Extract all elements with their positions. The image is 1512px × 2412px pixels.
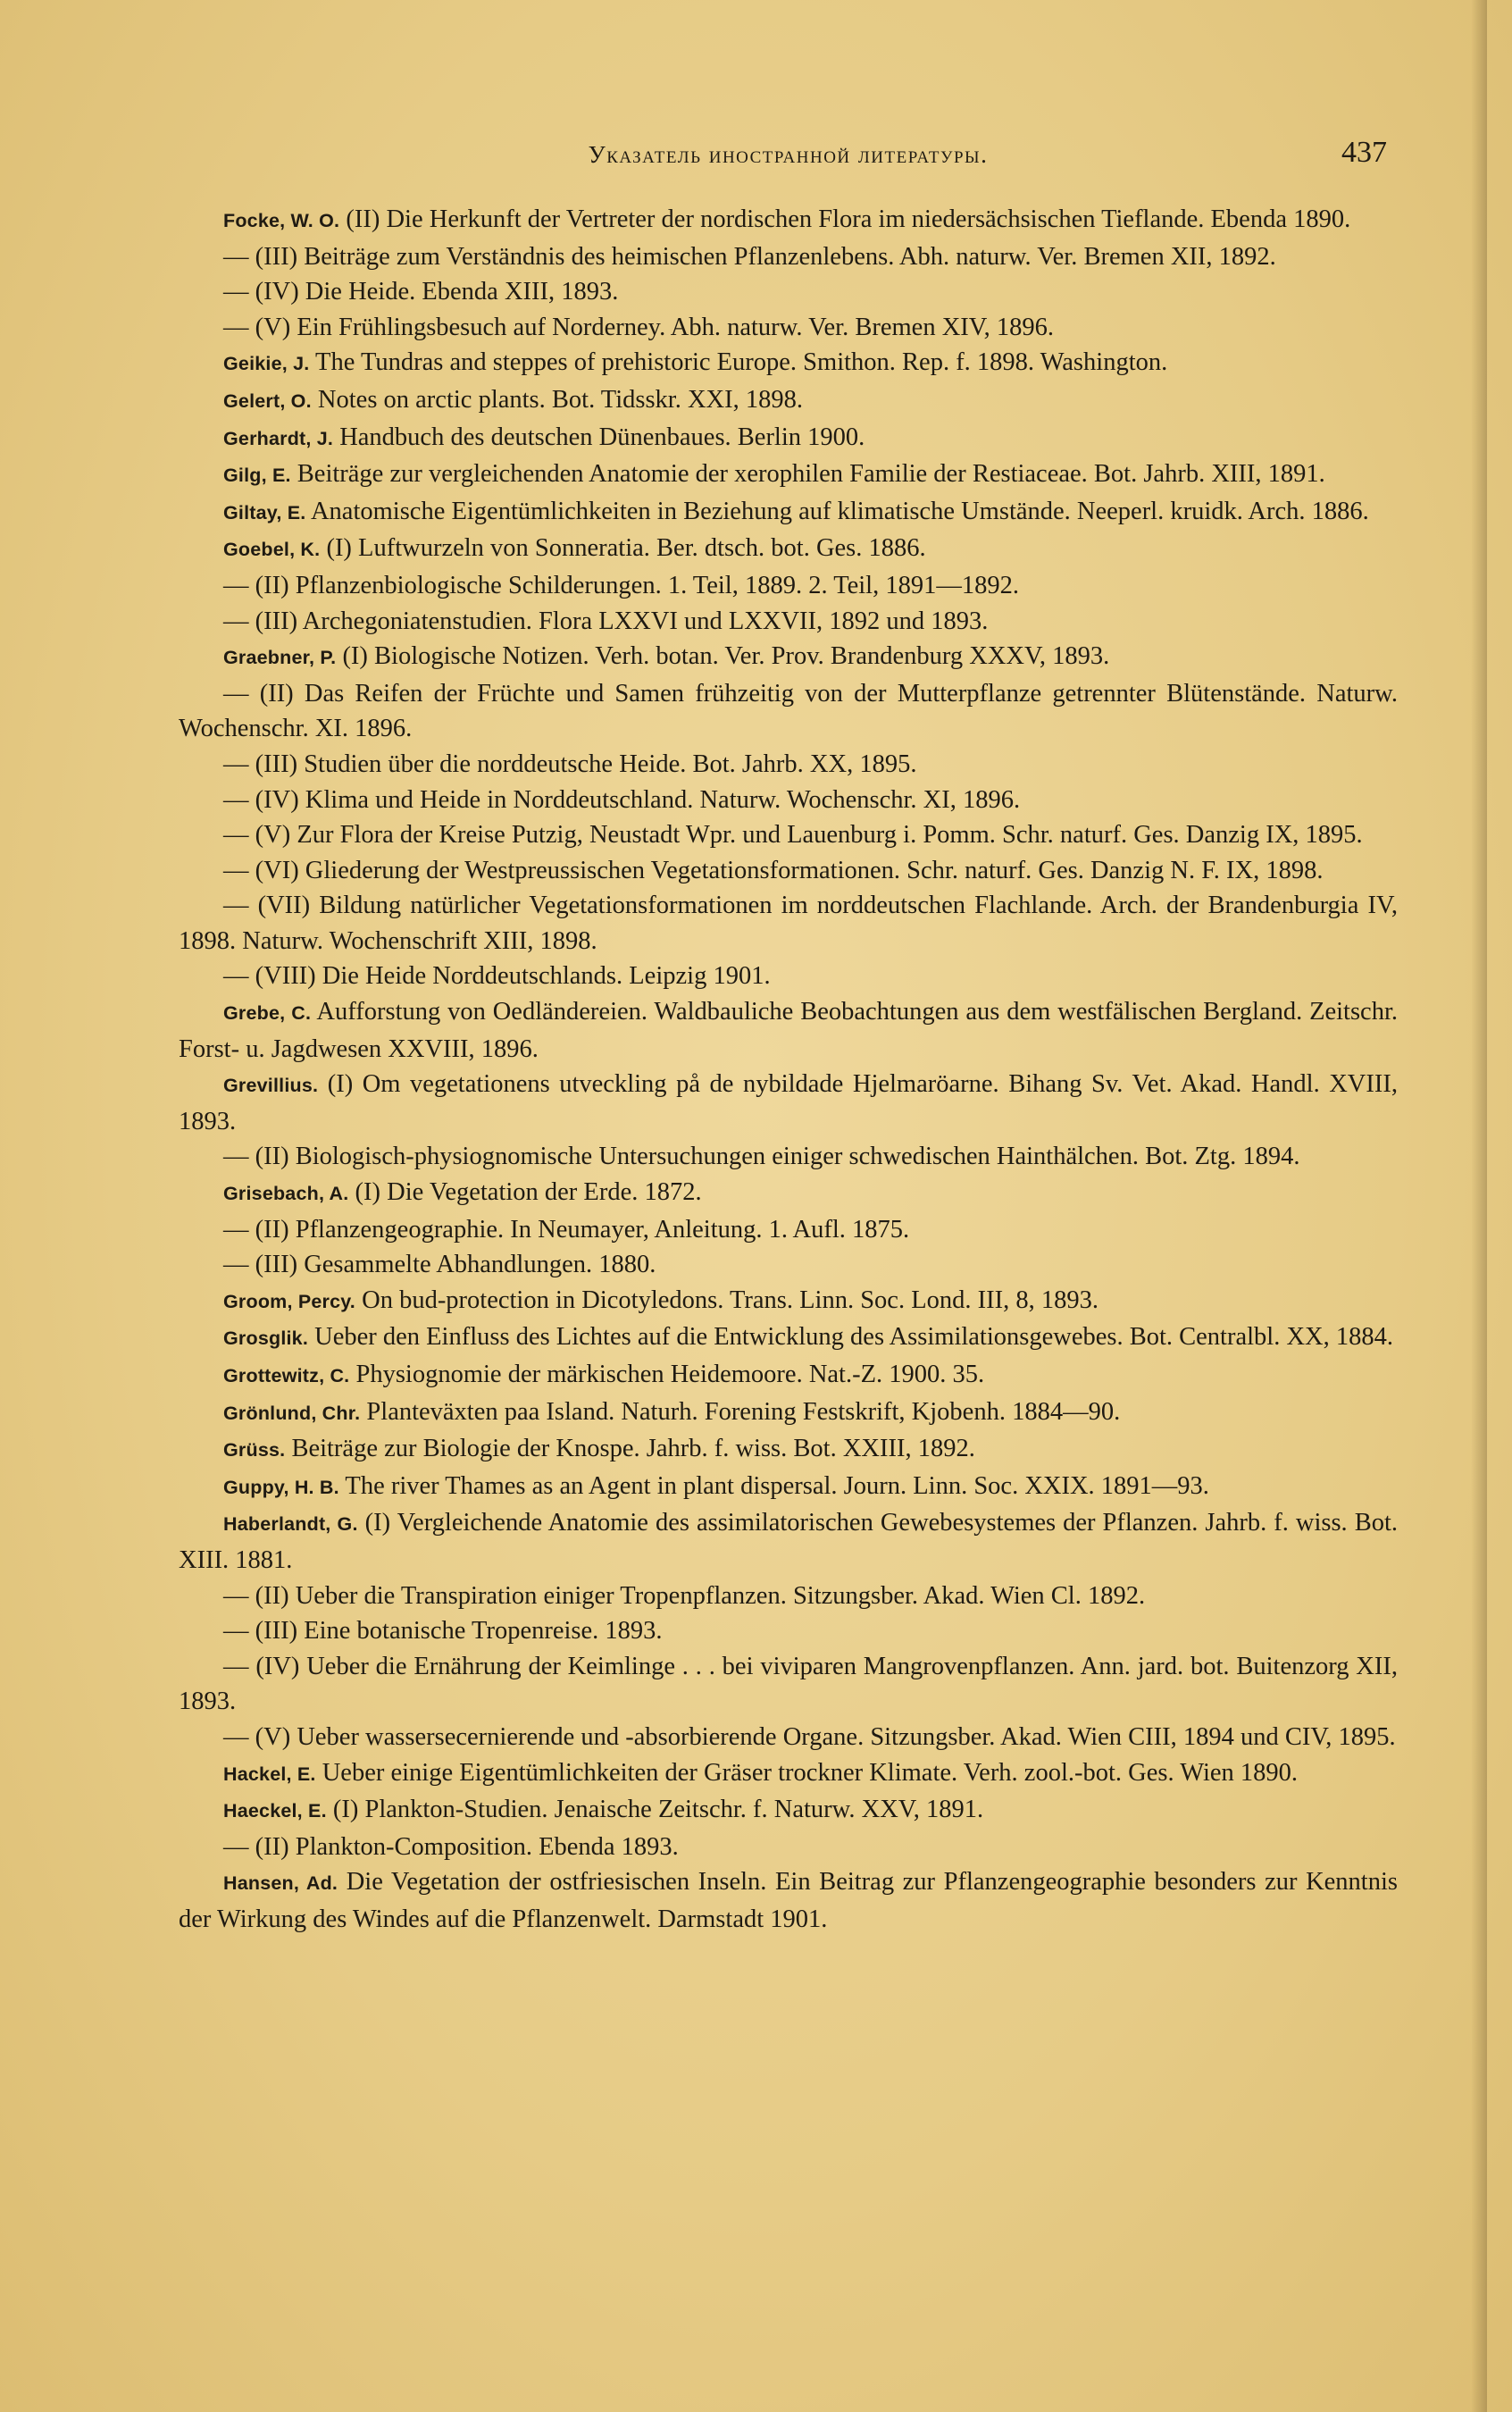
entry-text: — (II) Ueber die Transpiration einiger Tropenpflanzen. Sitzungsber. Akad. Wien Cl. 1892.: [223, 1581, 1146, 1610]
entry-text: — (III) Gesammelte Abhandlungen. 1880.: [223, 1251, 656, 1279]
bibliography-entry: [179, 1431, 1398, 1469]
entry-text: Beiträge zur vergleichenden Anatomie der xerophilen Familie der Restiaceae. Bot. Jahrb. XIII, 1891.: [290, 460, 1325, 489]
bibliography-entry: [179, 639, 1398, 676]
bibliography-entry: [179, 604, 1398, 640]
entry-text: The Tundras and steppes of prehistoric Europe. Smithon. Rep. f. 1898. Washington.: [309, 348, 1168, 377]
entry-author: Gelert, O.: [223, 389, 312, 412]
bibliography-entry: [179, 1649, 1398, 1720]
bibliography-entry: [179, 676, 1398, 747]
entry-author: Grisebach, A.: [223, 1183, 349, 1205]
bibliography-entry: [179, 1283, 1398, 1320]
entry-author: Goebel, K.: [223, 539, 321, 561]
entry-text: — (II) Plankton-Composition. Ebenda 1893.: [223, 1832, 679, 1861]
entry-text: (I) Vergleichende Anatomie des assimilatorischen Gewebesystemes der Pflanzen. Jahrb. f. wiss. Bot. XIII. 1881.: [179, 1509, 1398, 1574]
entry-author: Giltay, E.: [223, 501, 306, 523]
bibliography-entry: [179, 1139, 1398, 1175]
bibliography-entry: [179, 1067, 1398, 1139]
entry-text: — (II) Pflanzengeographie. In Neumayer, Anleitung. 1. Aufl. 1875.: [223, 1215, 910, 1244]
entry-text: Die Vegetation der ostfriesischen Inseln. Ein Beitrag zur Pflanzengeographie besonders zur Kenntnis der Wirkung des Windes auf die Pflanzenwelt. Darmstadt 1901.: [179, 1868, 1398, 1933]
entry-author: Focke, W. O.: [223, 210, 340, 231]
page-edge-shadow: [1471, 0, 1487, 2412]
entry-author: Grönlund, Chr.: [223, 1402, 361, 1424]
bibliography-entry: [179, 888, 1398, 959]
entry-text: The river Thames as an Agent in plant dispersal. Journ. Linn. Soc. XXIX. 1891—93.: [338, 1471, 1209, 1500]
entry-text: (I) Biologische Notizen. Verh. botan. Ver. Prov. Brandenburg XXXV, 1893.: [336, 642, 1110, 671]
bibliography-entry: [179, 817, 1398, 853]
entry-text: — (II) Pflanzenbiologische Schilderungen. 1. Teil, 1889. 2. Teil, 1891—1892.: [223, 571, 1019, 599]
entry-author: Grüss.: [223, 1439, 286, 1461]
entry-text: (I) Die Vegetation der Erde. 1872.: [348, 1178, 702, 1207]
bibliography-entry: [179, 531, 1398, 568]
entry-text: — (VIII) Die Heide Norddeutschlands. Leipzig 1901.: [223, 962, 771, 991]
entry-author: Hackel, E.: [223, 1763, 316, 1785]
entry-author: Grevillius.: [223, 1075, 319, 1097]
entry-text: — (IV) Ueber die Ernährung der Keimlinge . . . bei viviparen Mangrovenpflanzen. Ann. jard. bot. Buitenzorg XII, 1893.: [179, 1652, 1398, 1716]
entry-text: — (VI) Gliederung der Westpreussischen Vegetationsformationen. Schr. naturf. Ges. Danzig N. F. IX, 1898.: [223, 856, 1324, 884]
entry-text: — (IV) Die Heide. Ebenda XIII, 1893.: [223, 278, 619, 306]
bibliography-entry: [179, 1792, 1398, 1830]
bibliography-entry: [179, 456, 1398, 494]
bibliography-entry: [179, 1357, 1398, 1394]
entry-text: — (III) Beiträge zum Verständnis des heimischen Pflanzenlebens. Abh. naturw. Ver. Bremen XII, 1892.: [223, 242, 1276, 271]
entry-text: (II) Die Herkunft der Vertreter der nordischen Flora im niedersächsischen Tieflande. Ebenda 1890.: [339, 205, 1351, 233]
entry-author: Graebner, P.: [223, 647, 337, 669]
bibliography-entry: [179, 1830, 1398, 1865]
bibliography-entry: [179, 568, 1398, 604]
bibliography-entry: [179, 853, 1398, 889]
entry-text: Ueber einige Eigentümlichkeiten der Gräser trockner Klimate. Verh. zool.-bot. Ges. Wien 1890.: [315, 1758, 1299, 1787]
bibliography-entry: [179, 494, 1398, 532]
page-header: [179, 134, 1398, 179]
entry-author: Gilg, E.: [223, 465, 291, 487]
bibliography-entry: [179, 345, 1398, 382]
entry-text: Handbuch des deutschen Dünenbaues. Berlin 1900.: [333, 423, 865, 451]
entry-author: Hansen, Ad.: [223, 1872, 338, 1895]
bibliography-entry: [179, 1394, 1398, 1432]
entry-text: — (IV) Klima und Heide in Norddeutschland. Naturw. Wochenschr. XI, 1896.: [223, 785, 1021, 814]
entry-author: Gerhardt, J.: [223, 427, 334, 449]
entry-text: Physiognomie der märkischen Heidemoore. Nat.-Z. 1900. 35.: [349, 1361, 985, 1388]
bibliography-entry: [179, 1247, 1398, 1283]
bibliography-entry: [179, 1720, 1398, 1755]
bibliography-entry: [179, 1175, 1398, 1212]
entry-author: Groom, Percy.: [223, 1290, 355, 1312]
bibliography-entry: [179, 239, 1398, 275]
bibliography-entry: [179, 747, 1398, 783]
entry-text: — (V) Zur Flora der Kreise Putzig, Neustadt Wpr. und Lauenburg i. Pomm. Schr. naturf. Ges. Danzig IX, 1895.: [223, 821, 1363, 850]
entry-text: Notes on arctic plants. Bot. Tidsskr. XXI, 1898.: [311, 385, 804, 414]
entry-author: Geikie, J.: [223, 353, 310, 375]
entry-text: — (VII) Bildung natürlicher Vegetationsformationen im norddeutschen Flachlande. Arch. der Brandenburgia IV, 1898. Naturw. Wochenschrift XIII, 1898.: [179, 892, 1398, 955]
bibliography-entry: [179, 310, 1398, 346]
entry-text: — (III) Studien über die norddeutsche Heide. Bot. Jahrb. XX, 1895.: [223, 750, 917, 778]
bibliography-entry: [179, 1755, 1398, 1793]
page-number: 437: [1341, 136, 1387, 169]
entry-author: Grottewitz, C.: [223, 1365, 350, 1386]
bibliography-entry: [179, 1319, 1398, 1357]
entry-author: Guppy, H. B.: [223, 1476, 339, 1498]
entry-author: Grebe, C.: [223, 1002, 312, 1025]
entry-text: (I) Luftwurzeln von Sonneratia. Ber. dtsch. bot. Ges. 1886.: [320, 534, 926, 563]
entry-text: — (V) Ueber wassersecernierende und -absorbierende Organe. Sitzungsber. Akad. Wien CIII, 1894 und CIV, 1895.: [223, 1722, 1396, 1751]
bibliography-entry: [179, 783, 1398, 818]
entry-text: Planteväxten paa Island. Naturh. Forening Festskrift, Kjobenh. 1884—90.: [360, 1397, 1121, 1426]
bibliography-entry: [179, 959, 1398, 994]
entry-text: — (II) Das Reifen der Früchte und Samen frühzeitig von der Mutterpflanze getrennter Blütenstände. Naturw. Wochenschr. XI. 1896.: [179, 679, 1398, 743]
entry-text: — (V) Ein Frühlingsbesuch auf Norderney. Abh. naturw. Ver. Bremen XIV, 1896.: [223, 313, 1055, 341]
bibliography-entry: [179, 994, 1398, 1067]
bibliography-entry: [179, 1469, 1398, 1506]
bibliography-entry: [179, 1212, 1398, 1248]
entry-text: — (II) Biologisch-physiognomische Untersuchungen einiger schwedischen Hainthälchen. Bot. Ztg. 1894.: [223, 1143, 1300, 1171]
entry-text: Ueber den Einfluss des Lichtes auf die Entwicklung des Assimilationsgewebes. Bot. Centralbl. XX, 1884.: [308, 1323, 1393, 1352]
entry-text: (I) Plankton-Studien. Jenaische Zeitschr. f. Naturw. XXV, 1891.: [326, 1796, 984, 1824]
bibliography-entry: [179, 420, 1398, 457]
running-head: Указатель иностранной литературы.: [588, 141, 989, 168]
entry-text: Beiträge zur Biologie der Knospe. Jahrb. f. wiss. Bot. XXIII, 1892.: [285, 1435, 975, 1463]
entry-text: (I) Om vegetationens utveckling på de nybildade Hjelmaröarne. Bihang Sv. Vet. Akad. Handl. XVIII, 1893.: [179, 1070, 1398, 1135]
entry-text: Aufforstung von Oedländereien. Waldbauliche Beobachtungen aus dem westfälischen Bergland. Zeitschr. Forst- u. Jagdwesen XXVIII, 1896.: [179, 998, 1398, 1063]
bibliography-entry: [179, 1613, 1398, 1649]
entry-author: Haberlandt, G.: [223, 1513, 358, 1536]
bibliography-entry: [179, 1505, 1398, 1578]
bibliography-entry: [179, 382, 1398, 420]
entry-text: — (III) Eine botanische Tropenreise. 1893.: [223, 1617, 663, 1646]
entry-author: Grosglik.: [223, 1327, 308, 1350]
bibliography-entry: [179, 274, 1398, 310]
bibliography-entry: [179, 1579, 1398, 1614]
entry-text: Anatomische Eigentümlichkeiten in Beziehung auf klimatische Umstände. Neeperl. kruidk. Arch. 1886.: [305, 497, 1369, 525]
bibliography-entry: [179, 1864, 1398, 1937]
bibliography-entry: [179, 202, 1398, 239]
bibliography-list: [179, 202, 1398, 1938]
entry-author: Haeckel, E.: [223, 1800, 327, 1822]
entry-text: — (III) Archegoniatenstudien. Flora LXXVI und LXXVII, 1892 und 1893.: [223, 607, 989, 635]
entry-text: On bud-protection in Dicotyledons. Trans. Linn. Soc. Lond. III, 8, 1893.: [355, 1286, 1098, 1314]
